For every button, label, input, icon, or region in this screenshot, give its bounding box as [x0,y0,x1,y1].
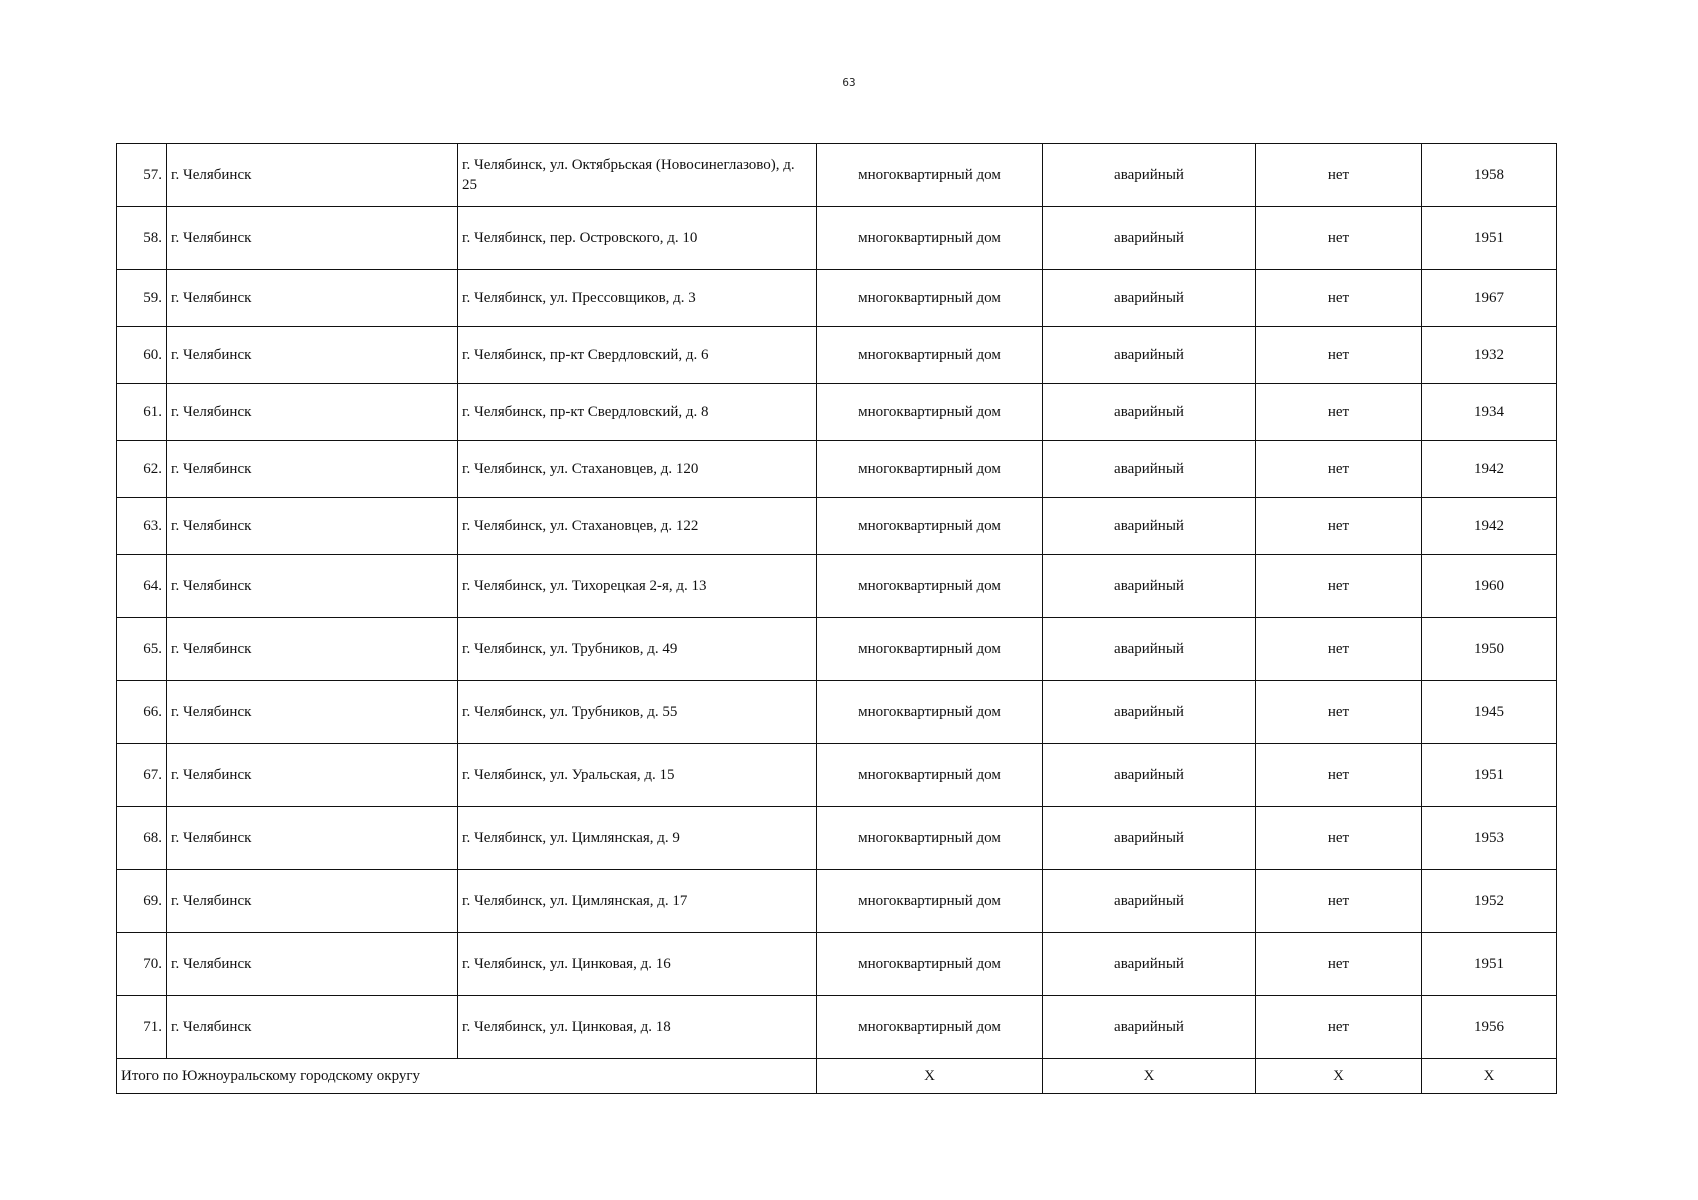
status-cell: аварийный [1043,744,1256,807]
address-cell: г. Челябинск, ул. Трубников, д. 55 [458,681,817,744]
building-type-cell: многоквартирный дом [817,144,1043,207]
building-type-cell: многоквартирный дом [817,498,1043,555]
status-cell: аварийный [1043,384,1256,441]
status-cell: аварийный [1043,498,1256,555]
status-cell: аварийный [1043,555,1256,618]
building-type-cell: многоквартирный дом [817,618,1043,681]
status-cell: аварийный [1043,870,1256,933]
municipality-cell: г. Челябинск [167,498,458,555]
address-cell: г. Челябинск, ул. Прессовщиков, д. 3 [458,270,817,327]
total-status-cell: Х [1043,1059,1256,1094]
row-number: 57. [117,144,167,207]
year-cell: 1958 [1422,144,1557,207]
flag-cell: нет [1256,681,1422,744]
table-row [117,144,1557,207]
table-row [117,933,1557,996]
address-cell: г. Челябинск, пер. Островского, д. 10 [458,207,817,270]
page-number: 63 [842,76,856,89]
table-row [117,555,1557,618]
flag-cell: нет [1256,384,1422,441]
building-type-cell: многоквартирный дом [817,807,1043,870]
building-type-cell: многоквартирный дом [817,327,1043,384]
municipality-cell: г. Челябинск [167,441,458,498]
municipality-cell: г. Челябинск [167,807,458,870]
address-cell: г. Челябинск, пр-кт Свердловский, д. 6 [458,327,817,384]
address-cell: г. Челябинск, ул. Цинковая, д. 16 [458,933,817,996]
status-cell: аварийный [1043,618,1256,681]
building-type-cell: многоквартирный дом [817,441,1043,498]
status-cell: аварийный [1043,270,1256,327]
total-flag-cell: Х [1256,1059,1422,1094]
year-cell: 1942 [1422,441,1557,498]
municipality-cell: г. Челябинск [167,870,458,933]
status-cell: аварийный [1043,441,1256,498]
address-cell: г. Челябинск, ул. Стахановцев, д. 122 [458,498,817,555]
municipality-cell: г. Челябинск [167,144,458,207]
row-number: 59. [117,270,167,327]
flag-cell: нет [1256,870,1422,933]
total-year-cell: Х [1422,1059,1557,1094]
year-cell: 1951 [1422,207,1557,270]
municipality-cell: г. Челябинск [167,933,458,996]
building-type-cell: многоквартирный дом [817,555,1043,618]
address-cell: г. Челябинск, ул. Цимлянская, д. 9 [458,807,817,870]
total-type-cell: Х [817,1059,1043,1094]
status-cell: аварийный [1043,327,1256,384]
address-cell: г. Челябинск, ул. Цимлянская, д. 17 [458,870,817,933]
municipality-cell: г. Челябинск [167,270,458,327]
building-type-cell: многоквартирный дом [817,681,1043,744]
status-cell: аварийный [1043,681,1256,744]
year-cell: 1950 [1422,618,1557,681]
row-number: 71. [117,996,167,1059]
table-row [117,807,1557,870]
row-number: 70. [117,933,167,996]
table-row [117,207,1557,270]
table-row [117,996,1557,1059]
flag-cell: нет [1256,327,1422,384]
row-number: 67. [117,744,167,807]
table-row [117,498,1557,555]
year-cell: 1952 [1422,870,1557,933]
address-cell: г. Челябинск, ул. Тихорецкая 2-я, д. 13 [458,555,817,618]
municipality-cell: г. Челябинск [167,681,458,744]
building-type-cell: многоквартирный дом [817,870,1043,933]
year-cell: 1953 [1422,807,1557,870]
flag-cell: нет [1256,207,1422,270]
row-number: 63. [117,498,167,555]
table-row [117,384,1557,441]
building-type-cell: многоквартирный дом [817,207,1043,270]
status-cell: аварийный [1043,996,1256,1059]
address-cell: г. Челябинск, пр-кт Свердловский, д. 8 [458,384,817,441]
year-cell: 1956 [1422,996,1557,1059]
year-cell: 1960 [1422,555,1557,618]
row-number: 64. [117,555,167,618]
municipality-cell: г. Челябинск [167,555,458,618]
address-cell: г. Челябинск, ул. Уральская, д. 15 [458,744,817,807]
flag-cell: нет [1256,555,1422,618]
municipality-cell: г. Челябинск [167,384,458,441]
table-row [117,441,1557,498]
row-number: 58. [117,207,167,270]
row-number: 69. [117,870,167,933]
building-type-cell: многоквартирный дом [817,996,1043,1059]
status-cell: аварийный [1043,933,1256,996]
total-label: Итого по Южноуральскому городскому округу [117,1059,817,1094]
table-row [117,681,1557,744]
table-row [117,270,1557,327]
flag-cell: нет [1256,144,1422,207]
total-row [117,1059,1557,1094]
address-cell: г. Челябинск, ул. Трубников, д. 49 [458,618,817,681]
row-number: 60. [117,327,167,384]
year-cell: 1942 [1422,498,1557,555]
flag-cell: нет [1256,996,1422,1059]
building-type-cell: многоквартирный дом [817,270,1043,327]
flag-cell: нет [1256,498,1422,555]
municipality-cell: г. Челябинск [167,744,458,807]
address-cell: г. Челябинск, ул. Октябрьская (Новосинеглазово), д. 25 [458,144,817,207]
status-cell: аварийный [1043,207,1256,270]
building-type-cell: многоквартирный дом [817,384,1043,441]
flag-cell: нет [1256,618,1422,681]
year-cell: 1951 [1422,933,1557,996]
building-type-cell: многоквартирный дом [817,744,1043,807]
flag-cell: нет [1256,933,1422,996]
flag-cell: нет [1256,744,1422,807]
municipality-cell: г. Челябинск [167,618,458,681]
municipality-cell: г. Челябинск [167,207,458,270]
status-cell: аварийный [1043,807,1256,870]
year-cell: 1932 [1422,327,1557,384]
row-number: 62. [117,441,167,498]
table-row [117,327,1557,384]
status-cell: аварийный [1043,144,1256,207]
table-row [117,744,1557,807]
year-cell: 1951 [1422,744,1557,807]
row-number: 68. [117,807,167,870]
row-number: 61. [117,384,167,441]
year-cell: 1967 [1422,270,1557,327]
year-cell: 1945 [1422,681,1557,744]
building-type-cell: многоквартирный дом [817,933,1043,996]
address-cell: г. Челябинск, ул. Цинковая, д. 18 [458,996,817,1059]
row-number: 65. [117,618,167,681]
year-cell: 1934 [1422,384,1557,441]
flag-cell: нет [1256,807,1422,870]
table-row [117,870,1557,933]
table-row [117,618,1557,681]
municipality-cell: г. Челябинск [167,996,458,1059]
address-cell: г. Челябинск, ул. Стахановцев, д. 120 [458,441,817,498]
municipality-cell: г. Челябинск [167,327,458,384]
row-number: 66. [117,681,167,744]
flag-cell: нет [1256,441,1422,498]
housing-registry-table [116,143,1557,1094]
flag-cell: нет [1256,270,1422,327]
